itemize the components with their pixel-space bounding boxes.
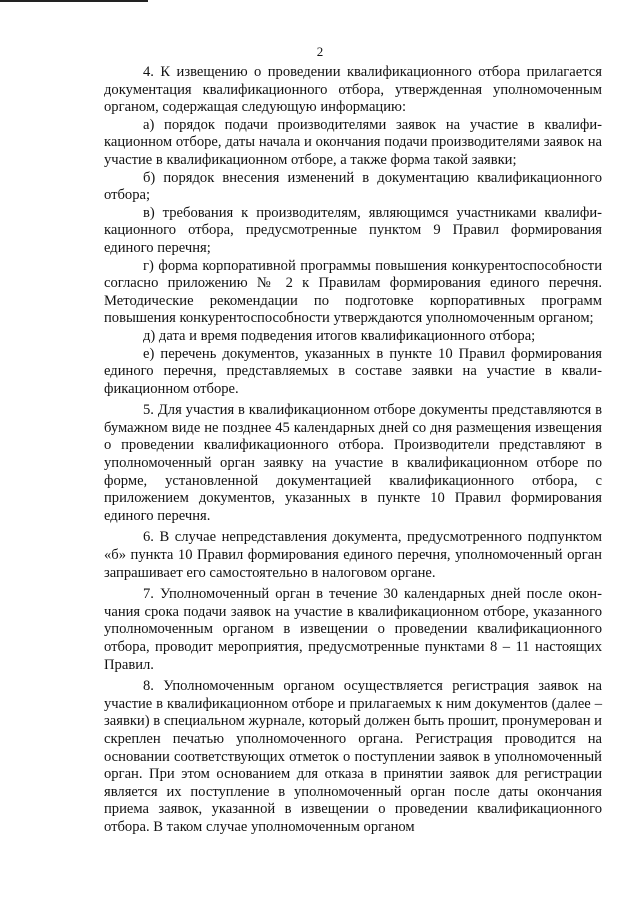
paragraph-4v: в) требования к производителям, являющимся участниками квалификационного отбора, предусмотренные пунктом 9 Правил формирования единого перечня; xyxy=(104,204,602,256)
paragraph-7: 7. Уполномоченный орган в течение 30 календарных дней после окончания срока подачи заявок на участие в квалификационном отборе, указанного уполномоченным органом в извещении о проведении квалификационного отбора, проводит мероприятия, предусмотренные пунктами 8 – 11 настоящих Правил. xyxy=(104,586,602,673)
paragraph-4b: б) порядок внесения изменений в документацию квалификационного отбора; xyxy=(104,169,602,204)
paragraph-4d: д) дата и время подведения итогов квалификационного отбора; xyxy=(143,327,536,344)
paragraph-4: 4. К извещению о проведении квалификационного отбора прилагается документация квалификационного отбора, утвержденная уполномоченным органом, содержащая следующую информацию: xyxy=(104,64,602,116)
paragraph-6: 6. В случае непредставления документа, предусмотренного подпунктом «б» пункта 10 Правил формирования единого перечня, уполномоченный орган запрашивает его самостоятельно в налоговом органе. xyxy=(104,529,602,581)
paragraph-4e: е) перечень документов, указанных в пункте 10 Правил формирования единого перечня, представляемых в составе заявки на участие в квалификационном отборе. xyxy=(104,345,602,397)
top-edge-rule xyxy=(0,0,148,2)
paragraph-4a: а) порядок подачи производителями заявок на участие в квалификационном отборе, даты начала и окончания подачи производителями заявок на участие в квалификационном отборе, а также форма такой заявки; xyxy=(104,116,602,168)
paragraph-4g: г) форма корпоративной программы повышения конкурентоспособности согласно приложению № 2 к Правилам формирования единого перечня. Методические рекомендации по подготовке корпоративных программ повышения конкурентоспособности утверждаются уполномоченным органом; xyxy=(104,257,602,327)
paragraph-8: 8. Уполномоченным органом осуществляется регистрация заявок на участие в квалификационном отборе и прилагаемых к ним документов (далее – заявки) в специальном журнале, который должен быть прошит, пронумерован и скреплен печатью уполномоченного органа. Регистрация проводится на основании соответствующих отметок о поступлении заявок в уполномоченный орган. При этом основанием для отказа в принятии заявок для регистрации является их поступление в уполномоченный орган после даты окончания приема заявок, указанной в извещении о проведении квалификационного отбора. В таком случае уполномоченным органом xyxy=(104,678,602,835)
paragraph-5: 5. Для участия в квалификационном отборе документы представляются в бумажном виде не позднее 45 календарных дней со дня размещения извещения о проведении квалификационного отбора. Производители представляют в уполномоченный орган заявку на участие в квалификационном отборе по форме, установленной документацией квалификационного отбора, с приложением документов, указанных в пункте 10 Правил формирования единого перечня. xyxy=(104,402,602,524)
document-body xyxy=(104,64,602,837)
page-number: 2 xyxy=(316,44,324,59)
